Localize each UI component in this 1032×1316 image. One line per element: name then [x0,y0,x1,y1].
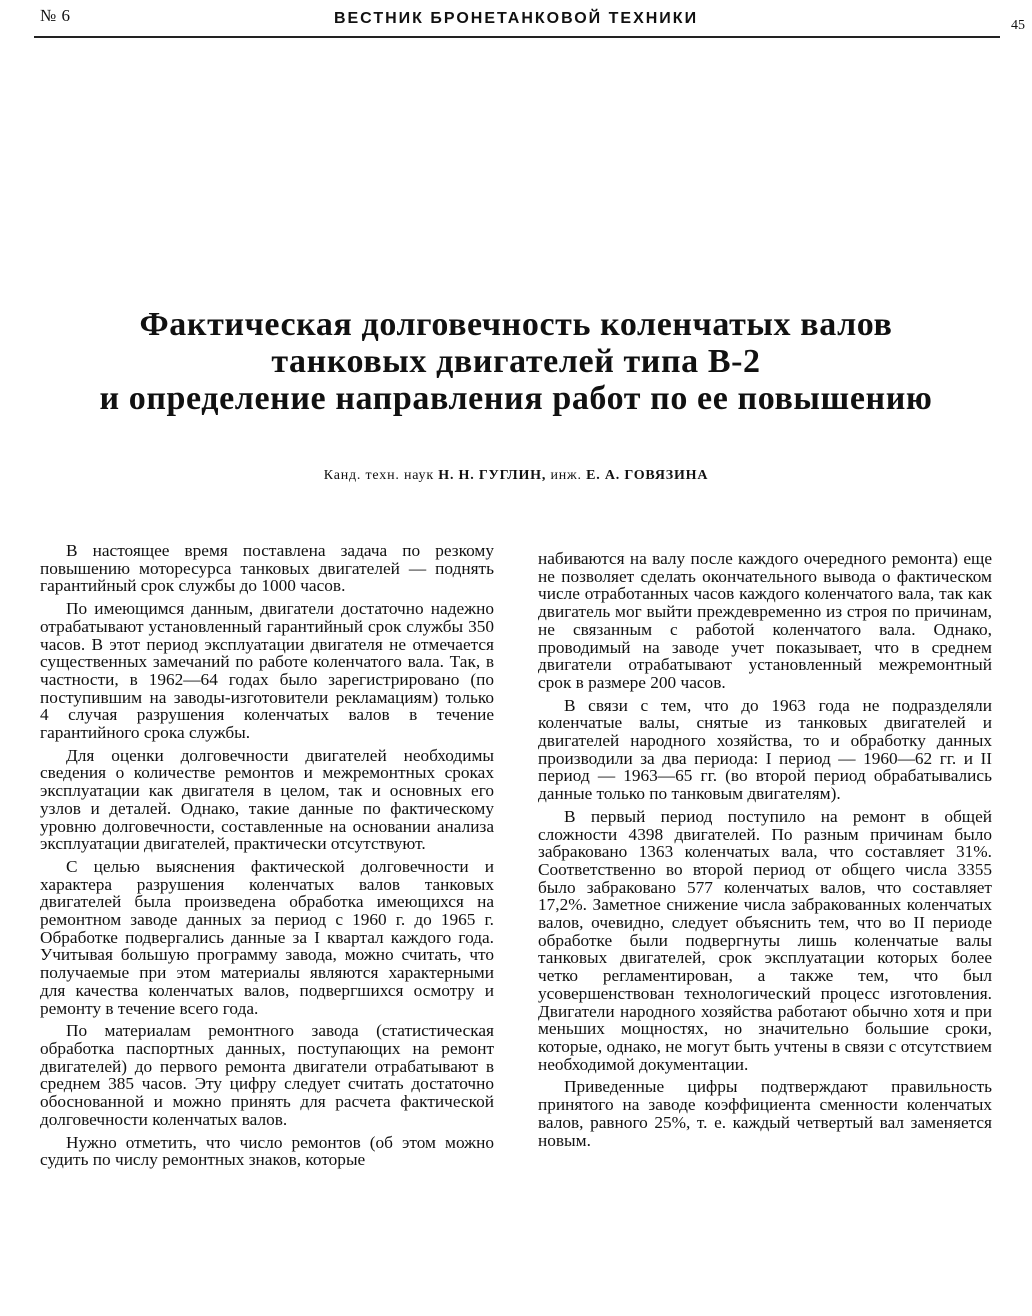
article-title [40,306,992,417]
journal-title: ВЕСТНИК БРОНЕТАНКОВОЙ ТЕХНИКИ [333,10,699,27]
paragraph: Для оценки долговечности двигателей необходимы сведения о количестве ремонтов и межремонтных сроках эксплуатации как двигателя в целом, так и основных его узлов и деталей. Однако, такие данные по фактическому уровню долговечности, составленные на основании анализа эксплуатации двигателей, практически отсутствуют. [40,745,494,854]
paragraph: Нужно отметить, что число ремонтов (об этом можно судить по числу ремонтных знаков, которые [40,1132,494,1170]
paragraph: В первый период поступило на ремонт в общей сложности 4398 двигателей. По разным причинам было забраковано 1363 коленчатых вала, что составляет 31%. Соответственно во второй период от общего числа 3355 было забраковано 577 коленчатых валов, что составляет 17,2%. Заметное снижение числа забракованных коленчатых валов, очевидно, следует объяснить тем, что во II периоде обработке были подвергнуты лишь коленчатые валы танковых двигателей, срок эксплуатации которых более четко регламентирован, а также тем, что был усовершенствован технологический процесс изготовления. Двигатели народного хозяйства работают обычно хотя и при меньших мощностях, но значительно большие сроки, которые, однако, не могут быть учтены в связи с отсутствием необходимой документации. [538,806,992,1074]
paragraph: В настоящее время поставлена задача по резкому повышению моторесурса танковых двигателей — поднять гарантийный срок службы до 1000 часов. [40,541,494,596]
author-degree: Канд. техн. наук [323,468,434,483]
header-rule [34,36,1000,38]
left-column [40,542,494,1174]
paragraph: Приведенные цифры подтверждают правильность принятого на заводе коэффициента сменности коленчатых валов, равного 25%, т. е. каждый четвертый вал заменяется новым. [538,1077,992,1150]
author-name: Е. А. ГОВЯЗИНА [586,468,709,483]
right-column [538,550,992,1154]
article-authors [0,468,1032,484]
paragraph-continuation: набиваются на валу после каждого очередного ремонта) еще не позволяет сделать окончательного вывода о фактическом числе отработанных часов каждого коленчатого вала, так как двигатель мог выйти преждевременно из строя по причинам, не связанным с работой коленчатого вала. Однако, проводимый на заводе учет показывает, что в среднем двигатели отрабатывают установленный межремонтный срок в размере 200 часов. [538,549,992,692]
running-header [0,0,1032,40]
paragraph: В связи с тем, что до 1963 года не подразделяли коленчатые валы, снятые из танковых двигателей и двигателей народного хозяйства, то и обработку данных производили за два периода: I период — 1960—62 гг. и II период — 1963—65 гг. (во второй период обрабатывались данные только по танковым двигателям). [538,695,992,804]
issue-number: № 6 [40,6,71,25]
paragraph: С целью выяснения фактической долговечности и характера разрушения коленчатых валов танковых двигателей была произведена обработка имеющихся на ремонтном заводе данных за период с 1960 г. до 1965 г. Обработке подвергались данные за I квартал каждого года. Учитывая большую программу завода, можно считать, что получаемые при этом материалы являются характерными для качества коленчатых валов, подвергшихся осмотру и ремонту в течение всего года. [40,856,494,1018]
author-degree: инж. [550,468,582,483]
page-number: 45 [1011,18,1025,33]
paragraph: По имеющимся данным, двигатели достаточно надежно отрабатывают установленный гарантийный срок службы 350 часов. В этот период эксплуатации двигателя не отмечается существенных замечаний по работе коленчатого вала. Так, в частности, в 1962—64 годах было зарегистрировано (по поступившим на заводы-изготовители рекламациям) только 4 случая разрушения коленчатых валов в течение гарантийного срока службы. [40,599,494,743]
paragraph: По материалам ремонтного завода (статистическая обработка паспортных данных, поступающих на ремонт двигателей) до первого ремонта двигатели отрабатывают в среднем 385 часов. Эту цифру следует считать достаточно обоснованной и можно принять для расчета фактической долговечности коленчатых валов. [40,1021,494,1129]
title-line: Фактическая долговечность коленчатых валов [139,306,893,343]
title-line: танковых двигателей типа В-2 [271,343,761,380]
author-name: Н. Н. ГУГЛИН, [438,468,547,483]
title-line: и определение направления работ по ее повышению [99,380,933,417]
